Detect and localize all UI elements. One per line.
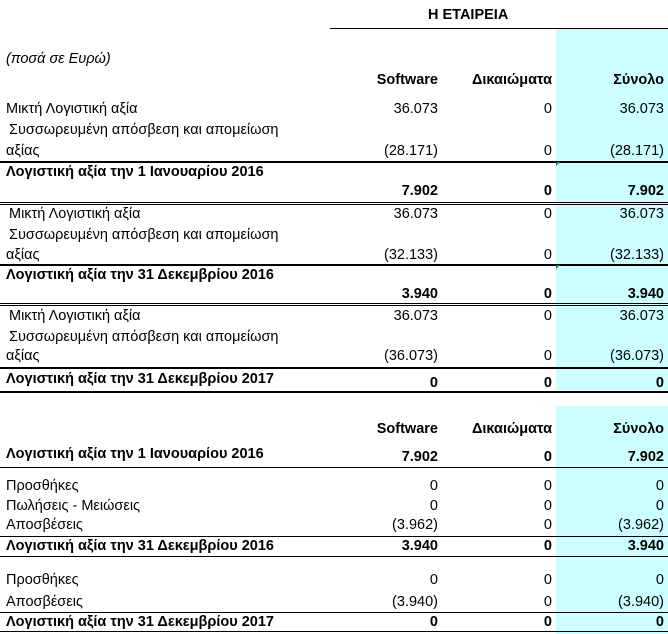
accumulated-dep-label-cont: αξίας: [6, 143, 40, 159]
accumulated-dep-label: Συσσωρευμένη απόσβεση και απομείωση: [9, 227, 279, 243]
cell: 0: [543, 517, 552, 533]
col-header-rights-2: Δικαιώματα: [471, 421, 552, 437]
cell: 36.073: [619, 101, 664, 117]
row-separator: [0, 556, 668, 557]
cell: 3.940: [627, 286, 664, 302]
opening-2016-label: Λογιστική αξία την 1 Ιανουαρίου 2016: [6, 446, 264, 462]
cell: (28.171): [383, 143, 438, 159]
gross-value-label: Μικτή Λογιστική αξία: [6, 101, 138, 117]
nbv-label: Λογιστική αξία την 31 Δεκεμβρίου 2017: [6, 371, 274, 387]
nbv-label: Λογιστική αξία την 31 Δεκεμβρίου 2016: [6, 267, 274, 283]
cell: 7.902: [401, 183, 438, 199]
cell: 0: [543, 183, 552, 199]
col-header-total-2: Σύνολο: [613, 421, 664, 437]
accumulated-dep-label-cont: αξίας: [6, 247, 40, 263]
cell: (32.133): [609, 247, 664, 263]
cell: 0: [655, 375, 664, 391]
cell: 0: [543, 101, 552, 117]
accumulated-dep-label-cont: αξίας: [6, 348, 40, 364]
additions-label: Προσθήκες: [6, 572, 79, 588]
comment-marker: [556, 162, 560, 166]
cell: 3.940: [401, 538, 438, 554]
cell: 0: [429, 572, 438, 588]
cell: 0: [543, 308, 552, 324]
cell: 0: [543, 247, 552, 263]
col-header-rights: Δικαιώματα: [471, 72, 552, 88]
cell: (3.962): [618, 517, 664, 533]
cell: 0: [429, 614, 438, 630]
cell: 0: [543, 375, 552, 391]
cell: 0: [655, 478, 664, 494]
cell: 36.073: [393, 101, 438, 117]
row-separator: [0, 305, 668, 306]
cell: 0: [543, 143, 552, 159]
depreciation-label: Αποσβέσεις: [6, 594, 83, 610]
cell: 3.940: [401, 286, 438, 302]
gross-value-label: Μικτή Λογιστική αξία: [9, 206, 141, 222]
cell: 0: [429, 375, 438, 391]
cell: (28.171): [609, 143, 664, 159]
comment-marker: [556, 265, 560, 269]
cell: 0: [543, 449, 552, 465]
accumulated-dep-label: Συσσωρευμένη απόσβεση και απομείωση: [9, 329, 279, 345]
depreciation-label: Αποσβέσεις: [6, 517, 83, 533]
cell: (32.133): [383, 247, 438, 263]
accumulated-dep-label: Συσσωρευμένη απόσβεση και απομείωση: [9, 122, 279, 138]
cell: (3.962): [392, 517, 438, 533]
nbv-label: Λογιστική αξία την 1 Ιανουαρίου 2016: [6, 164, 264, 180]
col-header-software: Software: [376, 72, 438, 88]
cell: 0: [429, 478, 438, 494]
cell: 36.073: [619, 206, 664, 222]
cell: 0: [429, 498, 438, 514]
cell: 0: [543, 498, 552, 514]
gross-value-label: Μικτή Λογιστική αξία: [9, 308, 141, 324]
header-underline: [330, 28, 668, 29]
row-separator: [0, 303, 668, 304]
company-header: Η ΕΤΑΙΡΕΙΑ: [428, 7, 509, 23]
disposals-label: Πωλήσεις - Μειώσεις: [6, 498, 141, 514]
cell: 0: [543, 594, 552, 610]
currency-note: (ποσά σε Ευρώ): [6, 51, 111, 67]
cell: 0: [543, 206, 552, 222]
cell: 36.073: [393, 206, 438, 222]
row-separator: [0, 367, 668, 369]
col-header-total: Σύνολο: [613, 72, 664, 88]
cell: 0: [543, 286, 552, 302]
additions-label: Προσθήκες: [6, 478, 79, 494]
cell: 0: [543, 538, 552, 554]
cell: 7.902: [627, 183, 664, 199]
cell: 0: [543, 572, 552, 588]
closing-2017-label: Λογιστική αξία την 31 Δεκεμβρίου 2017: [6, 614, 274, 630]
col-header-software-2: Software: [376, 421, 438, 437]
cell: 0: [543, 614, 552, 630]
cell: 36.073: [619, 308, 664, 324]
cell: 36.073: [393, 308, 438, 324]
row-separator: [0, 202, 668, 203]
row-separator: [0, 467, 668, 468]
cell: (3.940): [392, 594, 438, 610]
cell: 7.902: [627, 449, 664, 465]
cell: (36.073): [609, 348, 664, 364]
cell: 0: [655, 498, 664, 514]
cell: 3.940: [627, 538, 664, 554]
row-separator: [0, 391, 668, 393]
row-separator: [0, 631, 668, 632]
cell: (36.073): [383, 348, 438, 364]
cell: 0: [655, 572, 664, 588]
cell: 0: [543, 478, 552, 494]
cell: 7.902: [401, 449, 438, 465]
cell: 0: [655, 614, 664, 630]
cell: (3.940): [618, 594, 664, 610]
cell: 0: [543, 348, 552, 364]
closing-2016-label: Λογιστική αξία την 31 Δεκεμβρίου 2016: [6, 538, 274, 554]
